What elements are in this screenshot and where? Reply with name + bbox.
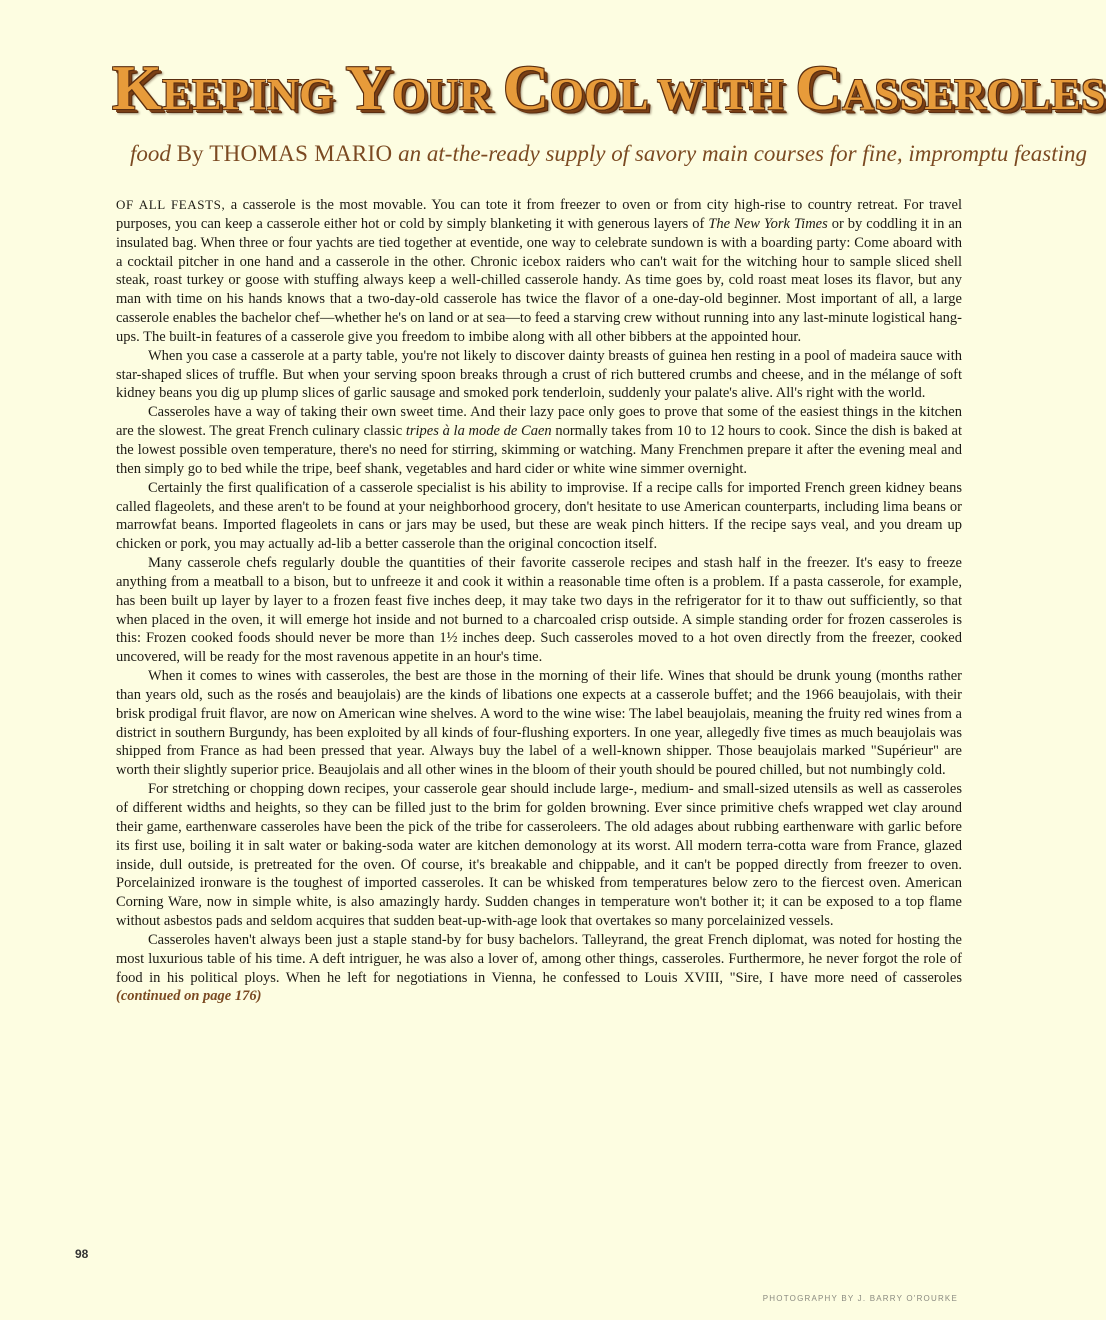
paragraph-8: Casseroles haven't always been just a staple stand-by for busy bachelors. Talleyrand, the great French diplomat, was noted for hosting the most luxurious table of his time. A deft intriguer, he was also a lover of, among other things, casseroles. Furthermore, he never forgot the role of food in his political ploys. When he left for negotiations in Vienna, he confessed to Louis XVIII, "Sire, I have more need of casseroles (continued on page 176)	[116, 931, 962, 1005]
paragraph-2: When you case a casserole at a party table, you're not likely to discover dainty breasts of guinea hen resting in a pool of madeira sauce with star-shaped slices of truffle. But when your serving spoon breaks through a crust of rich buttered crumbs and cheese, and in the mélange of soft kidney beans you dig up plump slices of garlic sausage and smoked pork tenderloin, suddenly your palate's alive. All's right with the world.	[116, 347, 962, 402]
author-name: THOMAS MARIO	[209, 141, 393, 166]
title-word-5: CASSEROLES	[795, 52, 1106, 123]
article-body	[116, 196, 962, 1006]
page-number: 98	[75, 1247, 89, 1261]
paragraph-6: When it comes to wines with casseroles, the best are those in the morning of their life. Wines that should be drunk young (months rather than years old, such as the rosés and beaujolais) are the kinds of libations one expects at a casserole buffet; and the 1966 beaujolais, with their brisk prodigal fruit flavor, are now on American wine shelves. A word to the wine wise: The label beaujolais, meaning the fruity red wines from a district in southern Burgundy, has been exploited by all kinds of four-flushing exporters. In one year, allegedly five times as much beaujolais was shipped from France as had been pressed that year. Always buy the label of a well-known shipper. Those beaujolais marked "Supérieur" are worth their slightly superior price. Beaujolais and all other wines in the bloom of their youth should be poured chilled, but not numbingly cold.	[116, 668, 962, 779]
paragraph-4: Certainly the first qualification of a casserole specialist is his ability to improvise. If a recipe calls for imported French green kidney beans called flageolets, and these aren't to be found at your neighborhood grocery, don't hesitate to use American counterparts, including lima beans or marrowfat beans. Imported flageolets in cans or jars may be used, but these are weak pinch hitters. If the recipe says veal, and you dream up chicken or pork, you may actually ad-lib a better casserole than the original concoction itself.	[116, 479, 962, 553]
title-word-3: COOL	[502, 52, 647, 123]
photo-credit: PHOTOGRAPHY BY J. BARRY O'ROURKE	[762, 1294, 958, 1303]
publication-name: The New York Times	[708, 215, 828, 232]
section-label: food	[130, 141, 171, 166]
paragraph-1: OF ALL FEASTS, a casserole is the most movable. You can tote it from freezer to oven or from city high-rise to country retreat. For travel purposes, you can keep a casserole either hot or cold by simply blanketing it with generous layers of The New York Times or by coddling it in an insulated bag. When three or four yachts are tied together at eventide, one way to celebrate sundown is with a boarding party: Come aboard with a cocktail pitcher in one hand and a casserole in the other. Chronic icebox raiders who can't wait for the witching hour to sample sliced shell steak, roast turkey or goose with stuffing always keep a well-chilled casserole handy. As time goes by, cold roast meat loses its flavor, but any man with time on his hands knows that a two-day-old casserole has twice the flavor of a one-day-old beginner. Most important of all, a large casserole enables the bachelor chef—whether he's on land or at sea—to feed a starving crew without running into any last-minute logistical hang-ups. The built-in features of a casserole give you freedom to imbibe along with all other bibbers at the appointed hour.	[116, 197, 962, 345]
continued-reference: (continued on page 176)	[116, 988, 262, 1005]
paragraph-3: Casseroles have a way of taking their own sweet time. And their lazy pace only goes to prove that some of the easiest things in the kitchen are the slowest. The great French culinary classic tripes à la mode de Caen normally takes from 10 to 12 hours to cook. Since the dish is baked at the lowest possible oven temperature, there's no need for stirring, skimming or watching. Many Frenchmen prepare it after the evening meal and then simply go to bed while the tripe, beef shank, vegetables and hard cider or white wine simmer overnight.	[116, 404, 962, 477]
article-title	[112, 50, 1106, 126]
byline-by: By	[176, 141, 204, 166]
dek: an at-the-ready supply of savory main courses for fine, impromptu feasting	[398, 141, 1087, 166]
byline	[130, 140, 1087, 168]
lead-in: OF ALL FEASTS,	[116, 197, 226, 212]
paragraph-7: For stretching or chopping down recipes, your casserole gear should include large-, medium- and small-sized utensils as well as casseroles of different widths and heights, so they can be filled just to the brim for golden browning. Ever since primitive chefs wrapped wet clay around their game, earthenware casseroles have been the pick of the tribe for casseroleers. The old adages about rubbing earthenware with garlic before its first use, boiling it in salt water or baking-soda water are kitchen demonology at its worst. All modern terra-cotta ware from France, glazed inside, dull outside, is pretreated for the oven. Of course, it's breakable and chippable, and it can't be popped directly from freezer to oven. Porcelainized ironware is the toughest of imported casseroles. It can be whisked from temperatures below zero to the fiercest oven. American Corning Ware, now in simple white, is also amazingly hardy. Sudden changes in temperature won't bother it; it can be exposed to a top flame without asbestos pads and seldom acquires that sudden beat-up-with-age look that overtakes so many porcelainized vessels.	[116, 781, 962, 930]
title-word-1: KEEPING	[112, 52, 334, 123]
dish-name: tripes à la mode de Caen	[405, 423, 552, 440]
title-word-4: WITH	[657, 70, 784, 119]
paragraph-5: Many casserole chefs regularly double the quantities of their favorite casserole recipes and stash half in the freezer. It's easy to freeze anything from a meatball to a bison, but to unfreeze it and cook it within a reasonable time often is a problem. If a pasta casserole, for example, has been built up layer by layer to a frozen feast five inches deep, it may take two days in the refrigerator for it to thaw out sufficiently, so that when placed in the oven, it will emerge hot inside and not burned to a charcoaled crisp outside. A simple standing order for frozen casseroles is this: Frozen cooked foods should never be more than 1½ inches deep. Such casseroles moved to a hot oven directly from the freezer, cooked uncovered, will be ready for the most ravenous appetite in an hour's time.	[116, 555, 962, 666]
title-word-2: YOUR	[345, 52, 492, 123]
